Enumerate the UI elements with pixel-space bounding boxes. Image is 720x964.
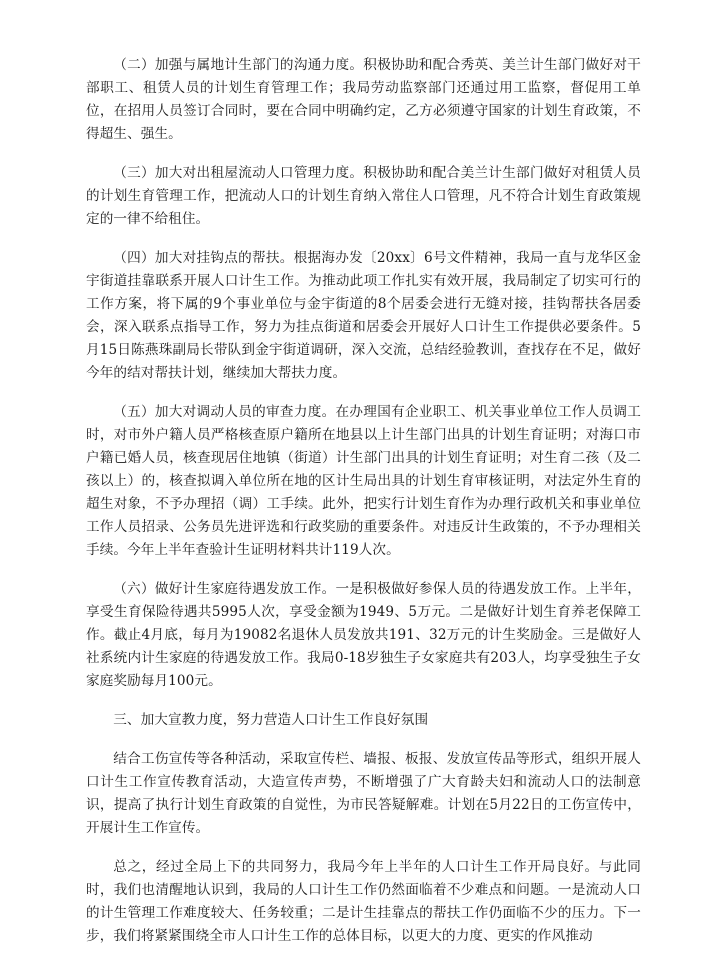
paragraph-publicity: 结合工伤宣传等各种活动，采取宣传栏、墙报、板报、发放宣传品等形式，组织开展人口计生工作宣传教育活动，大造宣传声势，不断增强了广大育龄夫妇和流动人口的法制意识，提高了执行计划生育政策的自觉性，为市民答疑解难。计划在5月22日的工伤宣传中，开展计生工作宣传。 xyxy=(86,751,641,836)
section-heading-publicity: 三、加大宣教力度，努力营造人口计生工作良好氛围 xyxy=(113,712,429,728)
paragraph-6-benefits: （六）做好计生家庭待遇发放工作。一是积极做好参保人员的待遇发放工作。上半年，享受生育保险待遇共5995人次，享受金额为1949、5万元。二是做好计划生育养老保障工作。截止4月底，每月为19082名退休人员发放共191、32万元的计生奖励金。三是做好人社系统内计生家庭的待遇发放工作。我局0-18岁独生子女家庭共有203人，均享受独生子女家庭奖励每月100元。 xyxy=(86,581,641,689)
paragraph-summary: 总之，经过全局上下的共同努力，我局今年上半年的人口计生工作开局良好。与此同时，我们也清醒地认识到，我局的人口计生工作仍然面临着不少难点和问题。一是流动人口的计生管理工作难度较大、任务较重；二是计生挂靠点的帮扶工作仍面临不少的压力。下一步，我们将紧紧围绕全市人口计生工作的总体目标，以更大的力度、更实的作风推动 xyxy=(86,859,641,944)
paragraph-3-rental-population: （三）加大对出租屋流动人口管理力度。积极协助和配合美兰计生部门做好对租赁人员的计划生育管理工作，把流动人口的计划生育纳入常住人口管理，凡不符合计划生育政策规定的一律不给租住。 xyxy=(86,165,641,227)
paragraph-2-communication: （二）加强与属地计生部门的沟通力度。积极协助和配合秀英、美兰计生部门做好对干部职工、租赁人员的计划生育管理工作；我局劳动监察部门还通过用工监察，督促用工单位，在招用人员签订合同时，要在合同中明确约定，乙方必须遵守国家的计划生育政策，不得超生、强生。 xyxy=(86,57,641,142)
paragraph-4-linked-support: （四）加大对挂钩点的帮扶。根据海办发〔20xx〕6号文件精神，我局一直与龙华区金宇街道挂靠联系开展人口计生工作。为推动此项工作扎实有效开展，我局制定了切实可行的工作方案，将下属的9个事业单位与金宇街道的8个居委会进行无缝对接，挂钩帮扶各居委会，深入联系点指导工作，努力为挂点街道和居委会开展好人口计生工作提供必要条件。5月15日陈燕珠副局长带队到金宇街道调研，深入交流，总结经验教训，查找存在不足，做好今年的结对帮扶计划，继续加大帮扶力度。 xyxy=(86,250,641,381)
paragraph-5-transfer-review: （五）加大对调动人员的审查力度。在办理国有企业职工、机关事业单位工作人员调工时，对市外户籍人员严格核查原户籍所在地县以上计生部门出具的计划生育证明；对海口市户籍已婚人员，核查现居住地镇（街道）计生部门出具的计划生育证明；对生育二孩（及二孩以上）的，核查拟调入单位所在地的区计生局出具的计划生育审核证明，对法定外生育的超生对象，不予办理招（调）工手续。此外，把实行计划生育作为办理行政机关和事业单位工作人员招录、公务员先进评选和行政奖励的重要条件。对违反计生政策的，不予办理相关手续。今年上半年查验计生证明材料共计119人次。 xyxy=(86,404,641,558)
document-body xyxy=(86,54,641,964)
